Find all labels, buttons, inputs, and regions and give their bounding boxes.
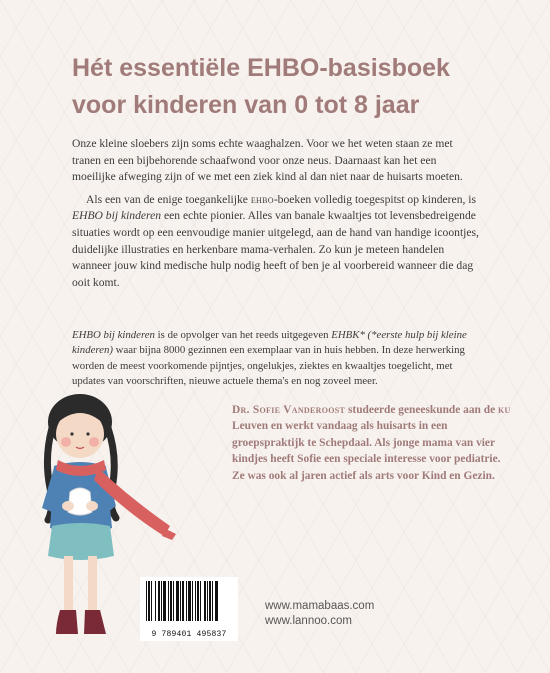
intro-p2-part-c: een echte pionier. Alles van banale kwaaltjes tot levensbedreigende situaties wordt op een eenvoudige manier uitgelegd, aan de hand van handige icoontjes, duidelijke illustraties en herkenbare mama-verhalen. Zo kun je meteen handelen wanneer jouw kind medische hulp nodig heeft of ben je al voorbereid wanneer die dag ooit komt. xyxy=(72,209,479,289)
book-title xyxy=(72,50,512,124)
book-title-line-1: Hét essentiële EHBO-basisboek xyxy=(72,54,450,82)
book-title-line-2: voor kinderen van 0 tot 8 jaar xyxy=(72,91,420,119)
publisher-urls xyxy=(265,599,374,629)
author-part-a: studeerde geneeskunde aan de xyxy=(345,404,498,416)
isbn-barcode xyxy=(140,577,238,641)
author-ku: ku xyxy=(497,404,511,416)
intro-p2-ehbo: ehbo xyxy=(250,192,274,206)
intro-text xyxy=(72,136,482,291)
author-paragraph xyxy=(232,402,514,484)
successor-ehbk: EHBK* (*eerste hulp bij kleine kinderen) xyxy=(72,329,467,357)
successor-part-b: waar bijna 8000 gezinnen een exemplaar van in huis hebben. In deze herwerking worden de meest voorkomende pijntjes, ongelukjes, ziektes en kwaaltjes toegelicht, met updates van voorschriften, nieuwe actuele thema's en nog zoveel meer. xyxy=(72,344,465,388)
intro-paragraph-1: Onze kleine sloebers zijn soms echte waaghalzen. Voor we het weten staan ze met tranen en een bijbehorende schaafwond voor onze neus. Daarnaast kan het een moeilijke afweging zijn of we met een ziek kind al dan niet naar de huisarts moeten. xyxy=(72,137,463,184)
intro-paragraph-2 xyxy=(72,192,482,292)
successor-text xyxy=(72,328,482,390)
author-part-b: Leuven en werkt vandaag als huisarts in een groepspraktijk te Schepdaal. Als jonge mama van vier kindjes heeft Sofie een speciale interesse voor pediatrie. Ze was ook al jaren actief als arts voor Kind en Gezin. xyxy=(232,420,501,482)
intro-p2-part-b: -boeken volledig toegespitst op kinderen, is xyxy=(273,192,477,206)
successor-paragraph xyxy=(72,328,482,390)
isbn-number: 9 789401 495837 xyxy=(151,630,227,639)
url-lannoo[interactable]: www.lannoo.com xyxy=(265,615,352,627)
author-bio xyxy=(232,402,514,484)
intro-p2-book-title: EHBO bij kinderen xyxy=(72,209,162,223)
barcode-icon xyxy=(140,577,238,627)
successor-book-title: EHBO bij kinderen xyxy=(72,329,155,341)
successor-part-a: is de opvolger van het reeds uitgegeven xyxy=(154,329,332,341)
author-name: Dr. Sofie Vanderoost xyxy=(232,404,346,416)
intro-p2-part-a: Als een van de enige toegankelijke xyxy=(86,192,251,206)
url-mamabaas[interactable]: www.mamabaas.com xyxy=(265,600,375,612)
